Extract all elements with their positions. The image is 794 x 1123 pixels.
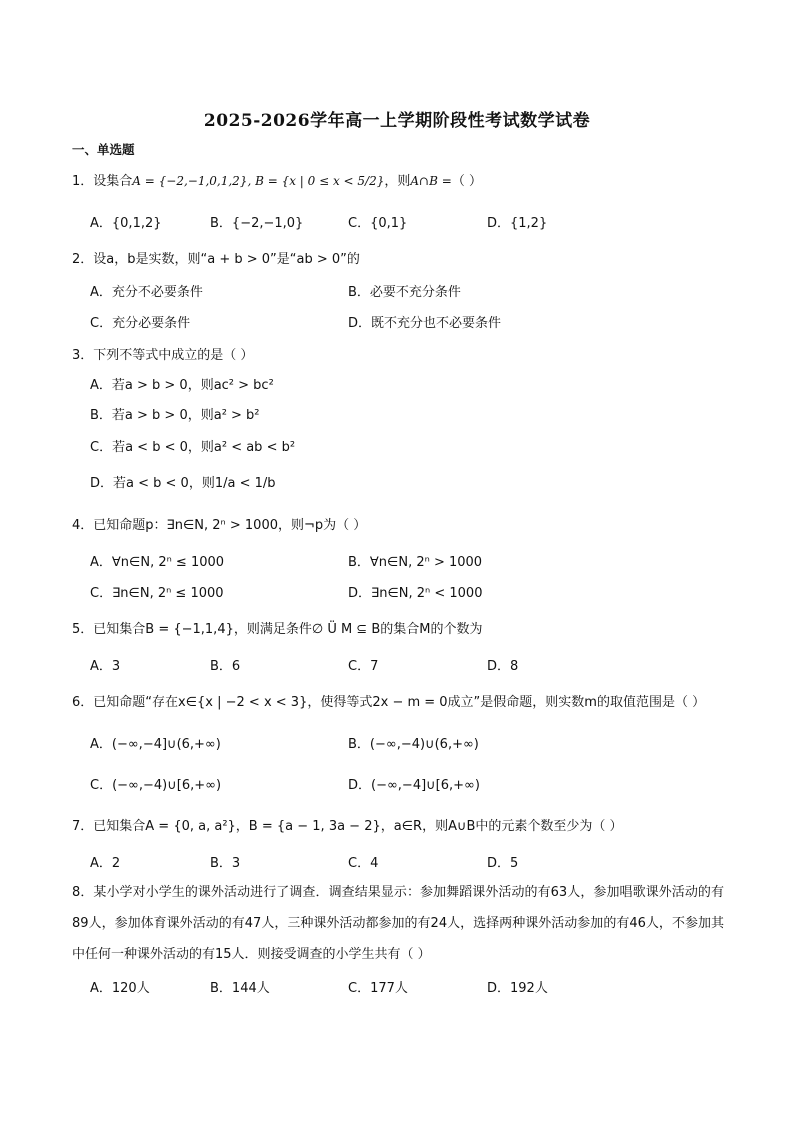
question-7-option-b[interactable]: B．3 [210, 856, 241, 871]
question-7-option-a[interactable]: A．2 [90, 856, 121, 871]
question-8-option-c[interactable]: C．177人 [348, 981, 408, 996]
question-1-option-b[interactable]: B．{−2,−1,0} [210, 216, 304, 231]
question-6-option-a[interactable]: A．(−∞,−4]∪(6,+∞) [90, 737, 221, 752]
question-5-option-c[interactable]: C．7 [348, 659, 379, 674]
question-4-option-c[interactable]: C．∃n∈N, 2ⁿ ≤ 1000 [90, 586, 224, 601]
question-1-option-d[interactable]: D．{1,2} [487, 216, 548, 231]
question-4-option-b[interactable]: B．∀n∈N, 2ⁿ > 1000 [348, 555, 483, 570]
question-1-stem [72, 170, 482, 189]
question-1-option-c[interactable]: C．{0,1} [348, 216, 408, 231]
question-6-stem: 6．已知命题“存在x∈{x | −2 < x < 3}，使得等式2x − m = 0成立”是假命题，则实数m的取值范围是（ ） [72, 695, 706, 710]
question-1-stem-lead: 1．设集合 [72, 174, 133, 189]
question-8-stem: 8．某小学对小学生的课外活动进行了调查．调查结果显示：参加舞蹈课外活动的有63人，参加唱歌课外活动的有89人，参加体育课外活动的有47人，三种课外活动都参加的有24人，选择两种课外活动参加的有46人，不参加其中任何一种课外活动的有15人．则接受调查的小学生共有（ ） [72, 885, 724, 962]
question-3-stem: 3．下列不等式中成立的是（ ） [72, 348, 254, 363]
question-5-option-d[interactable]: D．8 [487, 659, 519, 674]
question-3-option-b[interactable]: B．若a > b > 0，则a² > b² [90, 408, 260, 423]
question-6-option-c[interactable]: C．(−∞,−4)∪[6,+∞) [90, 778, 222, 793]
question-4-option-d[interactable]: D．∃n∈N, 2ⁿ < 1000 [348, 586, 483, 601]
question-1-option-a[interactable]: A．{0,1,2} [90, 216, 162, 231]
question-3-option-d[interactable]: D．若a < b < 0，则1/a < 1/b [90, 476, 276, 491]
question-1-sets: A = {−2,−1,0,1,2}, B = {x | 0 ≤ x < 5/2} [132, 174, 385, 188]
question-8-option-a[interactable]: A．120人 [90, 981, 150, 996]
question-5-stem: 5．已知集合B = {−1,1,4}，则满足条件∅ Ü M ⊆ B的集合M的个数为 [72, 622, 483, 637]
question-8-option-d[interactable]: D．192人 [487, 981, 548, 996]
question-2-option-c[interactable]: C．充分必要条件 [90, 316, 191, 331]
question-7-option-c[interactable]: C．4 [348, 856, 379, 871]
question-2-option-a[interactable]: A．充分不必要条件 [90, 285, 203, 300]
question-6-option-b[interactable]: B．(−∞,−4)∪(6,+∞) [348, 737, 479, 752]
question-6-option-d[interactable]: D．(−∞,−4]∪[6,+∞) [348, 778, 480, 793]
question-1-expr: A∩B = [410, 174, 452, 188]
question-3-option-a[interactable]: A．若a > b > 0，则ac² > bc² [90, 378, 274, 393]
question-1-stem-tail: （ ） [451, 174, 482, 189]
question-2-option-d[interactable]: D．既不充分也不必要条件 [348, 316, 502, 331]
question-8-option-b[interactable]: B．144人 [210, 981, 270, 996]
question-7-option-d[interactable]: D．5 [487, 856, 519, 871]
question-2-option-b[interactable]: B．必要不充分条件 [348, 285, 461, 300]
question-5-option-a[interactable]: A．3 [90, 659, 121, 674]
question-4-option-a[interactable]: A．∀n∈N, 2ⁿ ≤ 1000 [90, 555, 225, 570]
question-5-option-b[interactable]: B．6 [210, 659, 241, 674]
question-4-stem: 4．已知命题p：∃n∈N, 2ⁿ > 1000，则¬p为（ ） [72, 518, 367, 533]
question-3-option-c[interactable]: C．若a < b < 0，则a² < ab < b² [90, 440, 296, 455]
page-title: 2025-2026学年高一上学期阶段性考试数学试卷 [203, 111, 591, 131]
question-2-stem: 2．设a，b是实数，则“a + b > 0”是“ab > 0”的 [72, 252, 360, 267]
question-7-stem: 7．已知集合A = {0, a, a²}，B = {a − 1, 3a − 2}，a∈R，则A∪B中的元素个数至少为（ ） [72, 819, 623, 834]
section-heading: 一、单选题 [72, 142, 135, 157]
question-1-stem-mid: ，则 [384, 174, 411, 189]
